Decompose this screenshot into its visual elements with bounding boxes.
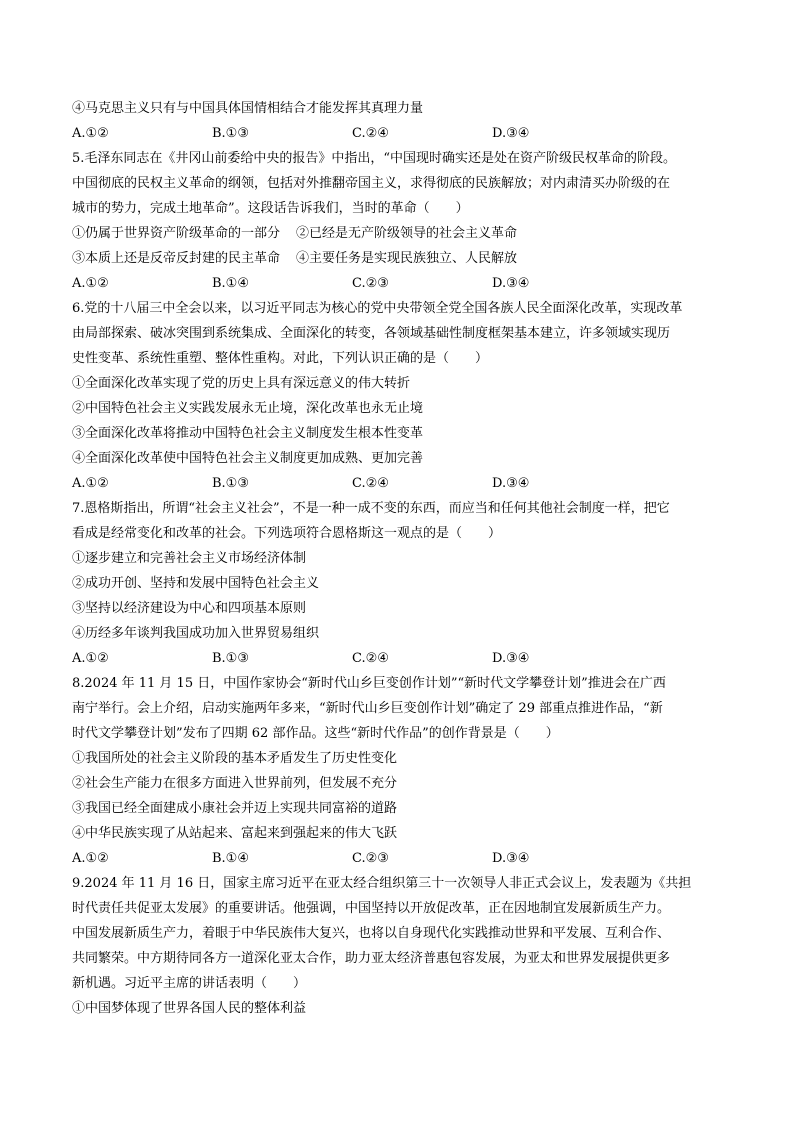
option-d[interactable]: D.③④ bbox=[492, 476, 530, 491]
option-c[interactable]: C.②④ bbox=[352, 476, 389, 491]
question-stem-line: 共同繁荣。中方期待同各方一道深化亚太合作，助力亚太经济普惠包容发展，为亚太和世界发展提供更多 bbox=[72, 951, 671, 966]
statement: ①我国所处的社会主义阶段的基本矛盾发生了历史性变化 bbox=[72, 751, 398, 766]
statement: ②社会生产能力在很多方面进入世界前列，但发展不充分 bbox=[72, 776, 398, 791]
question-stem-line: 由局部探索、破冰突围到系统集成、全面深化的转变，各领域基础性制度框架基本建立，许多领域实现历 bbox=[72, 326, 671, 341]
question-6 bbox=[72, 296, 724, 496]
option-c[interactable]: C.②④ bbox=[352, 126, 389, 141]
question-stem-line: 时代文学攀登计划”发布了四期 62 部作品。这些“新时代作品”的创作背景是（ ） bbox=[72, 726, 559, 741]
answer-options bbox=[72, 646, 724, 671]
question-stem-line: 新机遇。习近平主席的讲话表明（ ） bbox=[72, 976, 307, 991]
answer-options bbox=[72, 271, 724, 296]
option-d[interactable]: D.③④ bbox=[492, 651, 530, 666]
option-d[interactable]: D.③④ bbox=[492, 276, 530, 291]
statement: ①仍属于世界资产阶级革命的一部分 bbox=[72, 226, 281, 241]
option-d[interactable]: D.③④ bbox=[492, 126, 530, 141]
option-c[interactable]: C.②③ bbox=[352, 851, 389, 866]
statement: ①全面深化改革实现了党的历史上具有深远意义的伟大转折 bbox=[72, 376, 411, 391]
question-5 bbox=[72, 146, 724, 296]
exam-page bbox=[72, 96, 724, 1021]
question-stem-line: 南宁举行。会上介绍，启动实施两年多来，“新时代山乡巨变创作计划”确定了 29 部重点推进作品，“新 bbox=[72, 701, 663, 716]
question-stem-line: 6.党的十八届三中全会以来，以习近平同志为核心的党中央带领全党全国各族人民全面深化改革，实现改革 bbox=[72, 301, 683, 316]
question-stem-line: 时代责任共促亚太发展》的重要讲话。他强调，中国坚持以开放促改革，正在因地制宜发展新质生产力。 bbox=[72, 901, 671, 916]
option-a[interactable]: A.①② bbox=[72, 276, 109, 291]
question-stem-line: 中国发展新质生产力，着眼于中华民族伟大复兴，也将以自身现代化实践推动世界和平发展、互利合作、 bbox=[72, 926, 671, 941]
question-8 bbox=[72, 671, 724, 871]
statement: ④全面深化改革使中国特色社会主义制度更加成熟、更加完善 bbox=[72, 451, 424, 466]
question-stem-line: 中国彻底的民权主义革命的纲领，包括对外推翻帝国主义，求得彻底的民族解放；对内肃清买办阶级的在 bbox=[72, 176, 671, 191]
option-b[interactable]: B.①④ bbox=[212, 276, 249, 291]
statement: ②成功开创、坚持和发展中国特色社会主义 bbox=[72, 576, 320, 591]
option-b[interactable]: B.①④ bbox=[212, 851, 249, 866]
statement: ③坚持以经济建设为中心和四项基本原则 bbox=[72, 601, 307, 616]
question-stem-line: 5.毛泽东同志在《井冈山前委给中央的报告》中指出，“中国现时确实还是处在资产阶级民权革命的阶段。 bbox=[72, 151, 677, 166]
statement: ②已经是无产阶级领导的社会主义革命 bbox=[296, 226, 518, 241]
option-c[interactable]: C.②③ bbox=[352, 276, 389, 291]
option-b[interactable]: B.①③ bbox=[212, 651, 249, 666]
option-a[interactable]: A.①② bbox=[72, 851, 109, 866]
question-7 bbox=[72, 496, 724, 671]
statement: ①逐步建立和完善社会主义市场经济体制 bbox=[72, 551, 307, 566]
answer-options bbox=[72, 471, 724, 496]
question-stem-line: 城市的势力，完成土地革命”。这段话告诉我们，当时的革命（ ） bbox=[72, 201, 469, 216]
option-a[interactable]: A.①② bbox=[72, 476, 109, 491]
option-c[interactable]: C.②④ bbox=[352, 651, 389, 666]
statement: ③我国已经全面建成小康社会并迈上实现共同富裕的道路 bbox=[72, 801, 398, 816]
option-a[interactable]: A.①② bbox=[72, 126, 109, 141]
question-stem-line: 看成是经常变化和改革的社会。下列选项符合恩格斯这一观点的是（ ） bbox=[72, 526, 502, 541]
statement-row bbox=[72, 221, 724, 246]
answer-options bbox=[72, 846, 724, 871]
question-9 bbox=[72, 871, 724, 1021]
question-stem-line: 8.2024 年 11 月 15 日，中国作家协会“新时代山乡巨变创作计划”“新时代文学攀登计划”推进会在广西 bbox=[72, 676, 666, 691]
option-a[interactable]: A.①② bbox=[72, 651, 109, 666]
option-b[interactable]: B.①③ bbox=[212, 476, 249, 491]
statement: ④历经多年谈判我国成功加入世界贸易组织 bbox=[72, 626, 320, 641]
statement: ①中国梦体现了世界各国人民的整体利益 bbox=[72, 1001, 307, 1016]
statement: ②中国特色社会主义实践发展永无止境，深化改革也永无止境 bbox=[72, 401, 424, 416]
statement: ④中华民族实现了从站起来、富起来到强起来的伟大飞跃 bbox=[72, 826, 398, 841]
answer-options bbox=[72, 121, 724, 146]
option-d[interactable]: D.③④ bbox=[492, 851, 530, 866]
question-4-tail bbox=[72, 96, 724, 146]
statement: ④马克思主义只有与中国具体国情相结合才能发挥其真理力量 bbox=[72, 101, 424, 116]
statement: ③全面深化改革将推动中国特色社会主义制度发生根本性变革 bbox=[72, 426, 424, 441]
statement: ④主要任务是实现民族独立、人民解放 bbox=[296, 251, 518, 266]
option-b[interactable]: B.①③ bbox=[212, 126, 249, 141]
question-stem-line: 9.2024 年 11 月 16 日，国家主席习近平在亚太经合组织第三十一次领导人非正式会议上，发表题为《共担 bbox=[72, 876, 692, 891]
question-stem-line: 史性变革、系统性重塑、整体性重构。对此，下列认识正确的是（ ） bbox=[72, 351, 489, 366]
question-stem-line: 7.恩格斯指出，所谓“社会主义社会”，不是一种一成不变的东西，而应当和任何其他社会制度一样，把它 bbox=[72, 501, 670, 516]
statement-row bbox=[72, 246, 724, 271]
statement: ③本质上还是反帝反封建的民主革命 bbox=[72, 251, 281, 266]
